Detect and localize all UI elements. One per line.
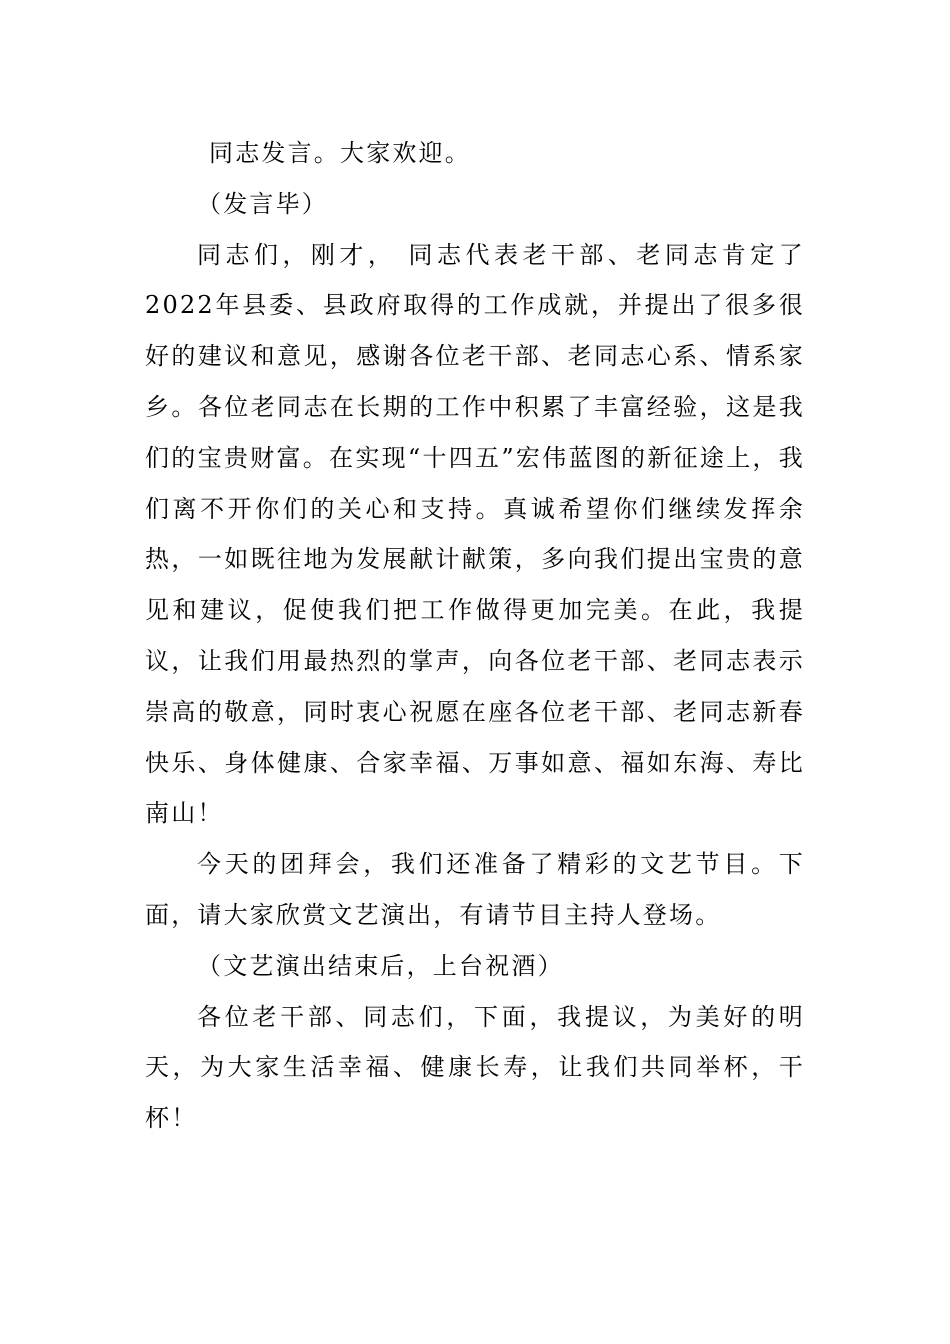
- paragraph-toast: 各位老干部、同志们，下面，我提议，为美好的明天，为大家生活幸福、健康长寿，让我们共同举杯，干杯！: [145, 1002, 805, 1133]
- document-body: [145, 128, 805, 1144]
- paragraph-speaker-invite: 同志发言。大家欢迎。: [209, 139, 471, 167]
- paragraph-performance-intro: 今天的团拜会，我们还准备了精彩的文艺节目。下面，请大家欣赏文艺演出，有请节目主持人登场。: [145, 850, 805, 929]
- paragraph-toast-note: （文艺演出结束后，上台祝酒）: [197, 951, 564, 980]
- paragraph-speech-end-note: （发言毕）: [197, 189, 328, 218]
- paragraph-thanks: 同志们，刚才， 同志代表老干部、老同志肯定了2022年县委、县政府取得的工作成就，并提出了很多很好的建议和意见，感谢各位老干部、老同志心系、情系家乡。各位老同志在长期的工作中积累了丰富经验，这是我们的宝贵财富。在实现“十四五”宏伟蓝图的新征途上，我们离不开你们的关心和支持。真诚希望你们继续发挥余热，一如既往地为发展献计献策，多向我们提出宝贵的意见和建议，促使我们把工作做得更加完美。在此，我提议，让我们用最热烈的掌声，向各位老干部、老同志表示崇高的敬意，同时衷心祝愿在座各位老干部、老同志新春快乐、身体健康、合家幸福、万事如意、福如东海、寿比南山！: [145, 240, 805, 828]
